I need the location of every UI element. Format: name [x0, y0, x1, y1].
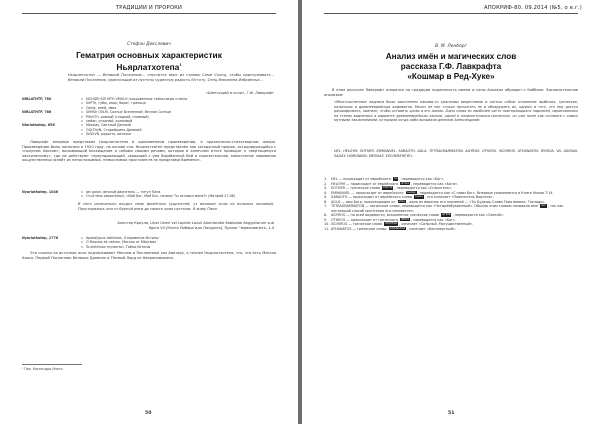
list-item-number: 2.	[324, 181, 328, 186]
right-header-rule	[324, 13, 578, 14]
right-title-line-1: Анализ имён и магических слов	[385, 52, 517, 61]
right-running-header: АПОКРИФ-80. 09.2014 (№5, о е.г.)	[483, 5, 582, 11]
gematria-key: Nyarlathotep, 1776	[22, 236, 59, 240]
list-item-script-word: עמנואל	[406, 189, 416, 194]
left-footnote-rule	[22, 364, 82, 365]
list-item-script-word: אלהים	[401, 180, 410, 185]
list-item-script-word: ΑΓΙΟΣ	[442, 212, 451, 217]
gematria-value: aei polon, вечный двигатель — титул Пана	[86, 190, 161, 194]
gematria-equals: =	[80, 123, 84, 128]
gematria-value: OphIs, змей, змея	[86, 105, 117, 110]
right-page-number: 51	[448, 411, 455, 416]
left-epigraph: Ньярлатхотеп — Великий Посланник... спустится вниз из страны Семи Солнц, чтобы прислуживать... Великий Посланник, приносящий из пустоты чудесную радость Югготу, Отец Миллиона Избранных...	[68, 73, 274, 82]
gematria-equals: =	[80, 244, 84, 249]
list-item-tail: , переводится как «Боги».	[411, 181, 459, 186]
list-item-number: 11.	[324, 226, 330, 231]
left-paragraph-2: В него изначально входит семь флейтных сущностей, уз великие ослы из вольных желаний. Простирались они от бурной реки до самого края пустыни. Я живу Пана.	[78, 202, 274, 211]
gematria-equals: =	[80, 236, 84, 240]
list-item-text: AGLA — имя Бога, происходящее от	[331, 199, 397, 204]
left-epigraph-source: «Шепчущий в ночи», Г.Ф. Лавкрафт	[205, 91, 274, 95]
left-paragraph-3: Эти ссылки на источник ясно подчёркивают Мессию и Посланника как Аватару, а точнее Ньярлатхотепа, что, что есть Мессия Хаоса, Первый Посланник Великих Древних и Тёмный Лорд из Некрономикона.	[22, 251, 276, 260]
left-title-line-2-text: Ньярлатхотепа	[116, 61, 180, 72]
right-quote: «Многочисленные надписи были выполнены какими-то красными веществами и частью собою сочинение арабских, греческих, латинских и древнееврейских алфавитов. Молоч не мог только прочитать но и обнаружить их, однако и того, что ему доступ расшифровать, хватило, чтобы оставить кровь в его жилах. Одно слова из наиболее часто повторяющихся надписей, нарисованных на стенах виднелись в варианте древнееврейских языков, одной в эллинистически-греческом, но уже ныне как основате с самых мутными заклинаниями, которыми когда-либо вызывали демонов Александрийс	[334, 100, 578, 122]
list-item-number: 10.	[324, 222, 330, 226]
left-title-footnote-mark: 1	[179, 62, 182, 67]
list-item-script-word: צבאות	[414, 194, 423, 199]
left-running-header: ТРАДИЦИИ И ПРОРОКИ	[115, 5, 183, 11]
right-numbered-list	[324, 177, 578, 231]
left-title-line-1: Гематрия основных характеристик	[76, 50, 222, 60]
gematria-value: OQLThVN, Старейшина Древний	[86, 127, 142, 132]
gematria-key: NIRLATHTP, 780	[22, 97, 52, 101]
gematria-row	[22, 245, 276, 249]
list-item-number: 6.	[324, 199, 328, 204]
gematria-equals: =	[80, 240, 84, 245]
list-item-number: 7.	[324, 204, 328, 208]
gematria-key: NIRLATHTP, 786	[22, 110, 52, 115]
gematria-equals: =	[80, 119, 84, 124]
left-footnote: ¹ Пер. Кассандры Инато.	[22, 367, 64, 371]
gematria-equals: =	[80, 101, 84, 106]
gematria-equals: =	[80, 97, 84, 101]
gematria-equals: =	[80, 127, 84, 132]
list-item-script-word: ΣΩΤΗΡ	[383, 185, 393, 190]
list-item-text: ATHANATOS — греческое слово	[331, 226, 388, 231]
right-author: В. М. Ленберг	[435, 44, 467, 49]
list-item-number: 4.	[324, 190, 328, 195]
list-item-text: ISCHIROS — греческое слово	[331, 222, 384, 226]
gematria-equals: =	[80, 190, 84, 194]
list-item-body	[331, 204, 578, 213]
gematria-row	[22, 132, 276, 136]
left-header-rule	[22, 13, 276, 14]
left-gematria-list-1	[22, 97, 276, 137]
list-item-tail: , означает «Сильный, Могущественный».	[399, 222, 474, 226]
list-item-script-word: יהוה	[540, 203, 546, 208]
list-item-tail: , так как настоящий способ прочтения его неизвестен.	[331, 204, 564, 213]
left-author: Стефан Декслевич	[127, 42, 171, 47]
gematria-value: PShVTh, ровный (гладкий, плавный)	[86, 114, 149, 119]
list-item-tail: , переводится как «Святой».	[452, 213, 504, 217]
list-item-tail: , одно из верхних его значений — «Ты Будешь Слава Твоя вовеки, Господь».	[407, 199, 546, 204]
left-page-number: 50	[145, 411, 152, 416]
right-title-line-2: рассказа Г.Ф. Лавкрафта	[400, 62, 502, 71]
list-item-tail: , переводится как «Бог».	[399, 177, 445, 181]
list-item-script-word: ΘΕΟΣ	[401, 216, 410, 221]
list-item-text: AGYROS — по всей видимости, искажённое греческое слово	[331, 213, 441, 217]
left-paragraph-1: Лавкрафт впервые представил Ньярлатхотепа в одноимённом произведении, в прозаически-стихотворном жанре. Произведение было написано в 1920 году, на основе сна. Ньярлатхотеп представлен как загадочный пророк, ассоциирующийся с «полуним Хаосом», вызывающий восхищение и собами своими речами, которые в конечном итоге приводят к «вертящемуся хаотическому», где не действуют «преуздывающий, сводящий с ума барабанный бой и пронзительное, монотонное завывание кощунственных флейт из непостижимых, немыслимых пространств за пределами Времени».	[22, 140, 276, 163]
list-item-number: 8.	[324, 213, 328, 217]
gematria-value: ShPTh, губы, язык; берег, граница	[86, 101, 146, 106]
list-item-number: 1.	[324, 177, 328, 181]
list-item-text: EMMANVEL — происходит от еврейского	[331, 190, 405, 195]
list-item	[324, 204, 578, 213]
right-title-line-3: «Кошмар в Ред-Хуке»	[407, 72, 495, 81]
list-item-text: TETRAGRAMMATON — латинское слово, переводится как «Четырёхбуквенный». Обычно этим словом называли имя	[331, 204, 539, 208]
right-article-title	[324, 52, 578, 82]
gematria-key: Nyarlathotep, 1046	[22, 190, 59, 194]
list-item-text: SOTHER — греческое слово	[331, 186, 382, 190]
gematria-value: sattan, угодный, красивый	[86, 119, 133, 124]
list-item-text: HEL — происходит от еврейского	[331, 177, 392, 181]
gematria-value: To alethinon mysterion, Тайна Истины	[86, 244, 151, 249]
list-item-script-word: אל	[393, 176, 398, 181]
gematria-key: Niarlathotep, 656	[22, 123, 55, 128]
list-item-tail: , переводится как «Бог».	[411, 217, 457, 222]
gematria-key	[22, 245, 78, 249]
list-item-text: HELOYM — происходит от еврейского	[331, 181, 400, 186]
gematria-value: O Messias ek nekron, Мессия от Мёртвых	[86, 240, 157, 245]
left-gematria-list-3	[22, 236, 276, 249]
gematria-key	[22, 132, 78, 136]
left-signature: Алистер Кроули, Liber Liberi vel Lapidis Lazuli Adumbratio Kabbalae Aegyptiorum sub figura VII [Книга Либера или Лазурита], Пролог Червоновного, 1-4	[117, 221, 274, 230]
right-spell-words: HEL. HELOYM. SOTHER. EMMANVEL. SABAOTH. AGLA. TETRAGRAMMATON. AGYROS. OTHEOS. ISCHIROS. ATHANATOS. IEHOVA. VA. ADONAI. SADAY. HOMONION. MESSIAS. ESCHEREHEYE».	[334, 149, 578, 158]
list-item-tail: , переводится как «Спаситель».	[394, 186, 453, 190]
left-page	[0, 0, 298, 424]
gematria-value: Apokalypsis aletheias, Откровение Истины	[86, 236, 159, 240]
list-item-script-word: ΙΣΧΥΡΟΣ	[385, 221, 398, 226]
gematria-value: Messias, Светлый Денный	[86, 123, 131, 128]
left-gematria-list-2	[22, 190, 276, 199]
left-title-line-2	[22, 60, 276, 72]
gematria-key	[22, 194, 78, 198]
list-item	[324, 227, 578, 232]
gematria-equals: =	[80, 194, 84, 199]
list-item-script-word: אגלא	[398, 198, 406, 203]
gematria-equals: =	[80, 105, 84, 110]
gematria-value: ShMSh OVLM, Солнце Вселенной; Вечное Солнце	[86, 110, 171, 115]
gematria-value: Oi oll leiss sabachthani, «Мой Бог, Мой Бог, почему Ты оставил меня?» (Матфей 27:46)	[86, 194, 236, 199]
left-article-title	[22, 50, 276, 72]
right-intro: В этом рассказе Лавкрафт опирался на традиции подлинность имени и силы Альхазы обращен к Каббале. Заключительное анализом:	[324, 88, 578, 97]
list-item-number: 3.	[324, 186, 328, 190]
gematria-row	[22, 194, 276, 198]
list-item-tail: , что означает «Повелитель Воинств».	[424, 195, 494, 199]
gematria-equals: =	[80, 114, 84, 119]
list-item-number: 9.	[324, 217, 328, 222]
list-item-script-word: ΑΘΑΝΑΤΟΣ	[389, 225, 406, 230]
gematria-value: ShShVN, радость, веселье	[86, 132, 132, 137]
list-item-number: 5.	[324, 195, 328, 199]
list-item-body	[331, 227, 456, 232]
gematria-equals: =	[80, 110, 84, 115]
gematria-equals: =	[80, 132, 84, 137]
list-item-text: OTHEOS — происходит от греческого	[331, 217, 400, 222]
list-item-text: SABAOTH — происходит от еврейского слова	[331, 195, 413, 199]
list-item-tail: , переводится как «С нами Бог». Впервые упоминается в Книге Исаии 7:14.	[417, 190, 554, 195]
list-item-tail: , означает «Бессмертный».	[407, 226, 457, 231]
right-page	[302, 0, 600, 424]
gematria-value: MCHQRI RZI MTH VMOLH (сокровенные тайны веры и мела	[86, 97, 188, 101]
